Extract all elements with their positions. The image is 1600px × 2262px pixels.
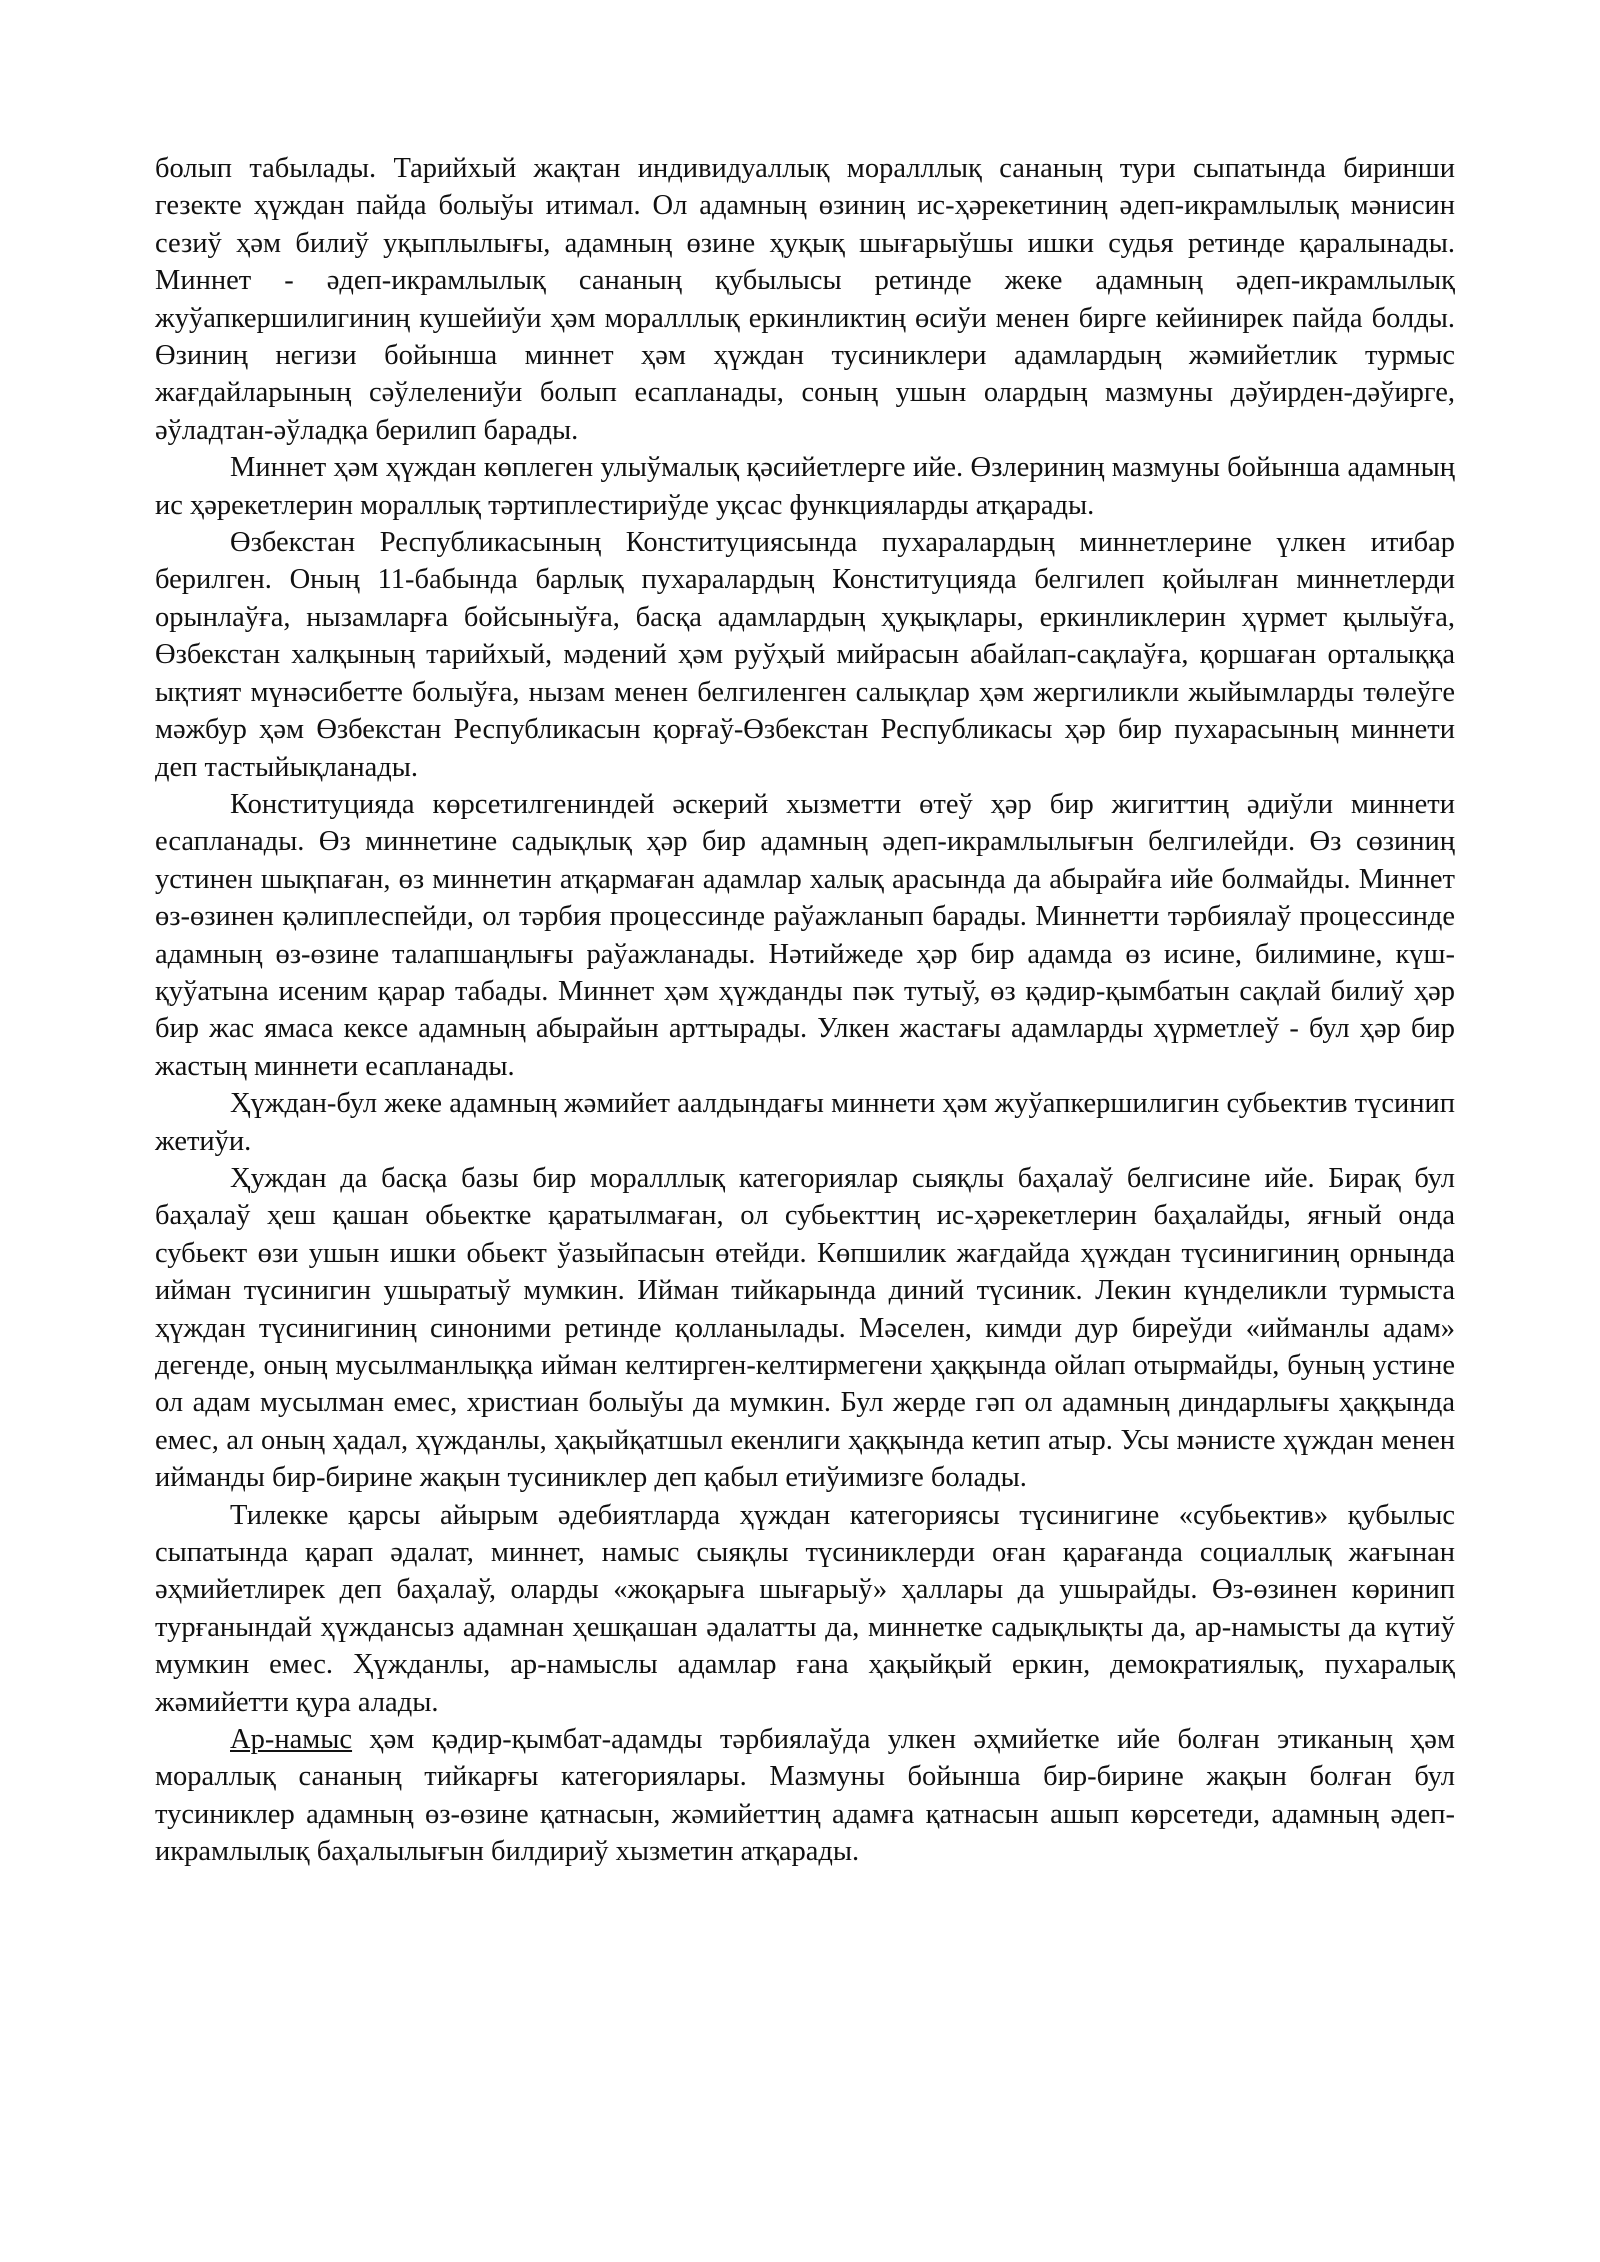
paragraph-8-text: ҳәм қәдир-қымбат-адамды тәрбиялаўда улкен әҳмийетке ийе болған этиканың ҳәм мораллық сананың тийкарғы категориялары. Мазмуны бойынша бир-бирине жақын болған бул тусиниклер адамның өз-өзине қатнасын, жәмийеттиң адамға қатнасын ашып көрсетеди, адамның әдеп-икрамлылық баҳалылығын билдириў хызметин атқарады. bbox=[155, 1724, 1455, 1868]
paragraph-2: Миннет ҳәм ҳүждан көплеген улыўмалық қәсийетлерге ийе. Өзлериниң мазмуны бойынша адамның ис ҳәрекетлерин мораллық тәртиплестириўде уқсас функцияларды атқарады. bbox=[155, 452, 1455, 521]
document-page bbox=[155, 150, 1455, 1871]
paragraph-5: Ҳүждан-бул жеке адамның жәмийет аалдындағы миннети ҳәм жуўапкершилигин субьектив түсинип жетиўи. bbox=[155, 1088, 1455, 1157]
paragraph-8 bbox=[155, 1721, 1455, 1871]
paragraph-1: болып табылады. Тарийхый жақтан индивидуаллық моралллық сананың тури сыпатында биринши гезекте ҳүждан пайда болыўы итимал. Ол адамның өзиниң ис-ҳәрекетиниң әдеп-икрамлылық мәнисин сезиў ҳәм билиў уқыплылығы, адамның өзине ҳуқық шығарыўшы ишки судья ретинде қаралынады. Миннет - әдеп-икрамлылық сананың қубылысы ретинде жеке адамның әдеп-икрамлылық жуўапкершилигиниң кушейиўи ҳәм моралллық еркинликтиң өсиўи менен бирге кейинирек пайда болды. Өзиниң негизи бойынша миннет ҳәм ҳүждан тусиниклери адамлардың жәмийетлик турмыс жағдайларының сәўлелениўи болып есапланады, соның ушын олардың мазмуны дәўирден-дәўирге, әўладтан-әўладқа берилип барады. bbox=[155, 153, 1455, 446]
ar-namys-link[interactable]: Ар-намыс bbox=[230, 1724, 353, 1756]
paragraph-7: Тилекке қарсы айырым әдебиятларда ҳүждан категориясы түсинигине «субьектив» қубылыс сыпатында қарап әдалат, миннет, намыс сыяқлы түсиниклерди оған қарағанда социаллық жағынан әҳмийетлирек деп баҳалаў, оларды «жоқарыға шығарыў» ҳаллары да ушырайды. Өз-өзинен көринип турғанындай ҳүждансыз адамнан ҳешқашан әдалатты да, миннетке садықлықты да, ар-намысты да күтиў мумкин емес. Ҳүжданлы, ар-намыслы адамлар ғана ҳақыйқый еркин, демократиялық, пухаралық жәмийетти қура алады. bbox=[155, 1499, 1455, 1718]
paragraph-3: Өзбекстан Республикасының Конституциясында пухаралардың миннетлерине үлкен итибар берилген. Оның 11-бабында барлық пухаралардың Конституцияда белгилеп қойылған миннетлерди орынлаўға, нызамларға бойсыныўға, басқа адамлардың ҳуқықлары, еркинликлерин ҳүрмет қылыўға, Өзбекстан халқының тарийхый, мәдений ҳәм руўҳый мийрасын абайлап-сақлаўға, қоршаған орталыққа ықтият мүнәсибетте болыўға, нызам менен белгиленген салықлар ҳәм жергиликли жыйымларды төлеўге мәжбур ҳәм Өзбекстан Республикасын қорғаў-Өзбекстан Республикасы ҳәр бир пухарасының миннети деп тастыйықланады. bbox=[155, 527, 1455, 783]
paragraph-6: Ҳуждан да басқа базы бир моралллық категориялар сыяқлы баҳалаў белгисине ийе. Бирақ бул баҳалаў ҳеш қашан обьектке қаратылмаған, ол субьекттиң ис-ҳәрекетлерин баҳалайды, яғный онда субьект өзи ушын ишки обьект ўазыйпасын өтейди. Көпшилик жағдайда ҳүждан түсинигиниң орнында ийман түсинигин ушыратыў мумкин. Ийман тийкарында диний түсиник. Лекин күнделикли турмыста ҳүждан түсинигиниң синоними ретинде қолланылады. Мәселен, кимди дур биреўди «ийманлы адам» дегенде, оның мусылманлыққа ийман келтирген-келтирмегени ҳаққында ойлап отырмайды, буның устине ол адам мусылман емес, христиан болыўы да мумкин. Бул жерде гәп ол адамның диндарлығы ҳаққында емес, ал оның ҳадал, ҳүжданлы, ҳақыйқатшыл екенлиги ҳаққында кетип атыр. Усы мәнисте ҳүждан менен ийманды бир-бирине жақын тусиниклер деп қабыл етиўимизге болады. bbox=[155, 1162, 1455, 1494]
paragraph-4: Конституцияда көрсетилгениндей әскерий хызметти өтеў ҳәр бир жигиттиң әдиўли миннети есапланады. Өз миннетине садықлық ҳәр бир адамның әдеп-икрамлылығын белгилейди. Өз сөзиниң устинен шықпаған, өз миннетин атқармаған адамлар халық арасында да абырайға ийе болмайды. Миннет өз-өзинен қәлиплеспейди, ол тәрбия процессинде раўажланып барады. Миннетти тәрбиялаў процессинде адамның өз-өзине талапшаңлығы раўажланады. Нәтийжеде ҳәр бир адамда өз исине, билимине, күш-қуўатына исеним қарар табады. Миннет ҳәм ҳүжданды пәк тутыў, өз қәдир-қымбатын сақлай билиў ҳәр бир жас ямаса кексе адамның абырайын арттырады. Улкен жастағы адамларды ҳүрметлеў - бул ҳәр бир жастың миннети есапланады. bbox=[155, 788, 1455, 1082]
